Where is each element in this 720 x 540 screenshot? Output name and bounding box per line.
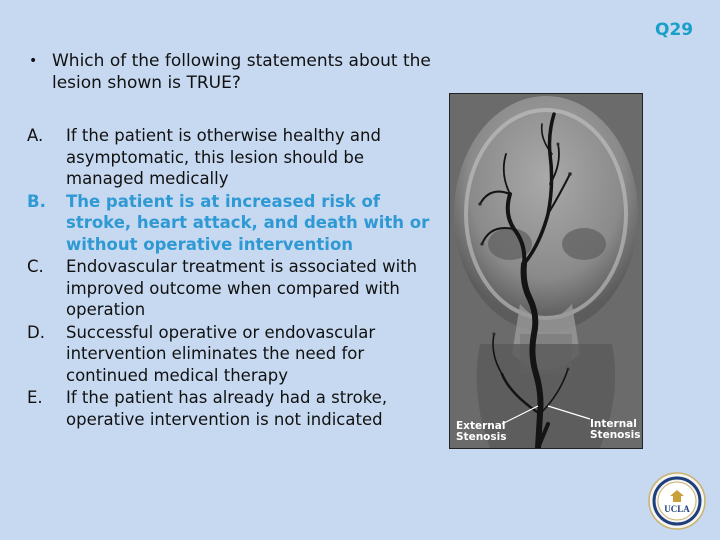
internal-label-line1: Internal: [590, 418, 637, 430]
option-e-letter: E.: [27, 388, 43, 407]
stem-text: Which of the following statements about the lesion shown is TRUE?: [52, 51, 431, 93]
internal-stenosis-label: [590, 419, 641, 441]
angiogram-image: [449, 93, 643, 449]
option-b-text: The patient is at increased risk of stroke, heart attack, and death with or without operative intervention: [66, 191, 430, 254]
internal-label-line2: Stenosis: [590, 429, 641, 441]
seal-icon: [648, 472, 706, 530]
option-d: [27, 322, 447, 387]
answer-options: [27, 125, 447, 431]
option-a-text: If the patient is otherwise healthy and asymptomatic, this lesion should be managed medically: [66, 126, 381, 188]
option-e-text: If the patient has already had a stroke, operative intervention is not indicated: [66, 388, 388, 429]
option-b-letter: B.: [27, 191, 46, 211]
option-c: [27, 256, 447, 321]
option-a-letter: A.: [27, 126, 44, 145]
ucla-seal-logo: [648, 472, 706, 530]
external-stenosis-label: [456, 421, 507, 443]
question-number: Q29: [655, 20, 694, 40]
option-d-text: Successful operative or endovascular intervention eliminates the need for continued medical therapy: [66, 322, 376, 385]
option-a: [27, 125, 447, 190]
question-stem: [29, 50, 439, 94]
option-c-letter: C.: [27, 257, 44, 276]
external-label-line1: External: [456, 420, 506, 432]
option-d-letter: D.: [27, 322, 45, 342]
option-c-text: Endovascular treatment is associated with improved outcome when compared with operation: [66, 257, 418, 319]
svg-text:UCLA: UCLA: [664, 504, 690, 514]
option-e: [27, 387, 447, 430]
stem-bullet: •: [29, 53, 38, 69]
external-label-line2: Stenosis: [456, 431, 507, 443]
option-b: [27, 191, 447, 256]
angiogram-illustration: [450, 94, 642, 448]
